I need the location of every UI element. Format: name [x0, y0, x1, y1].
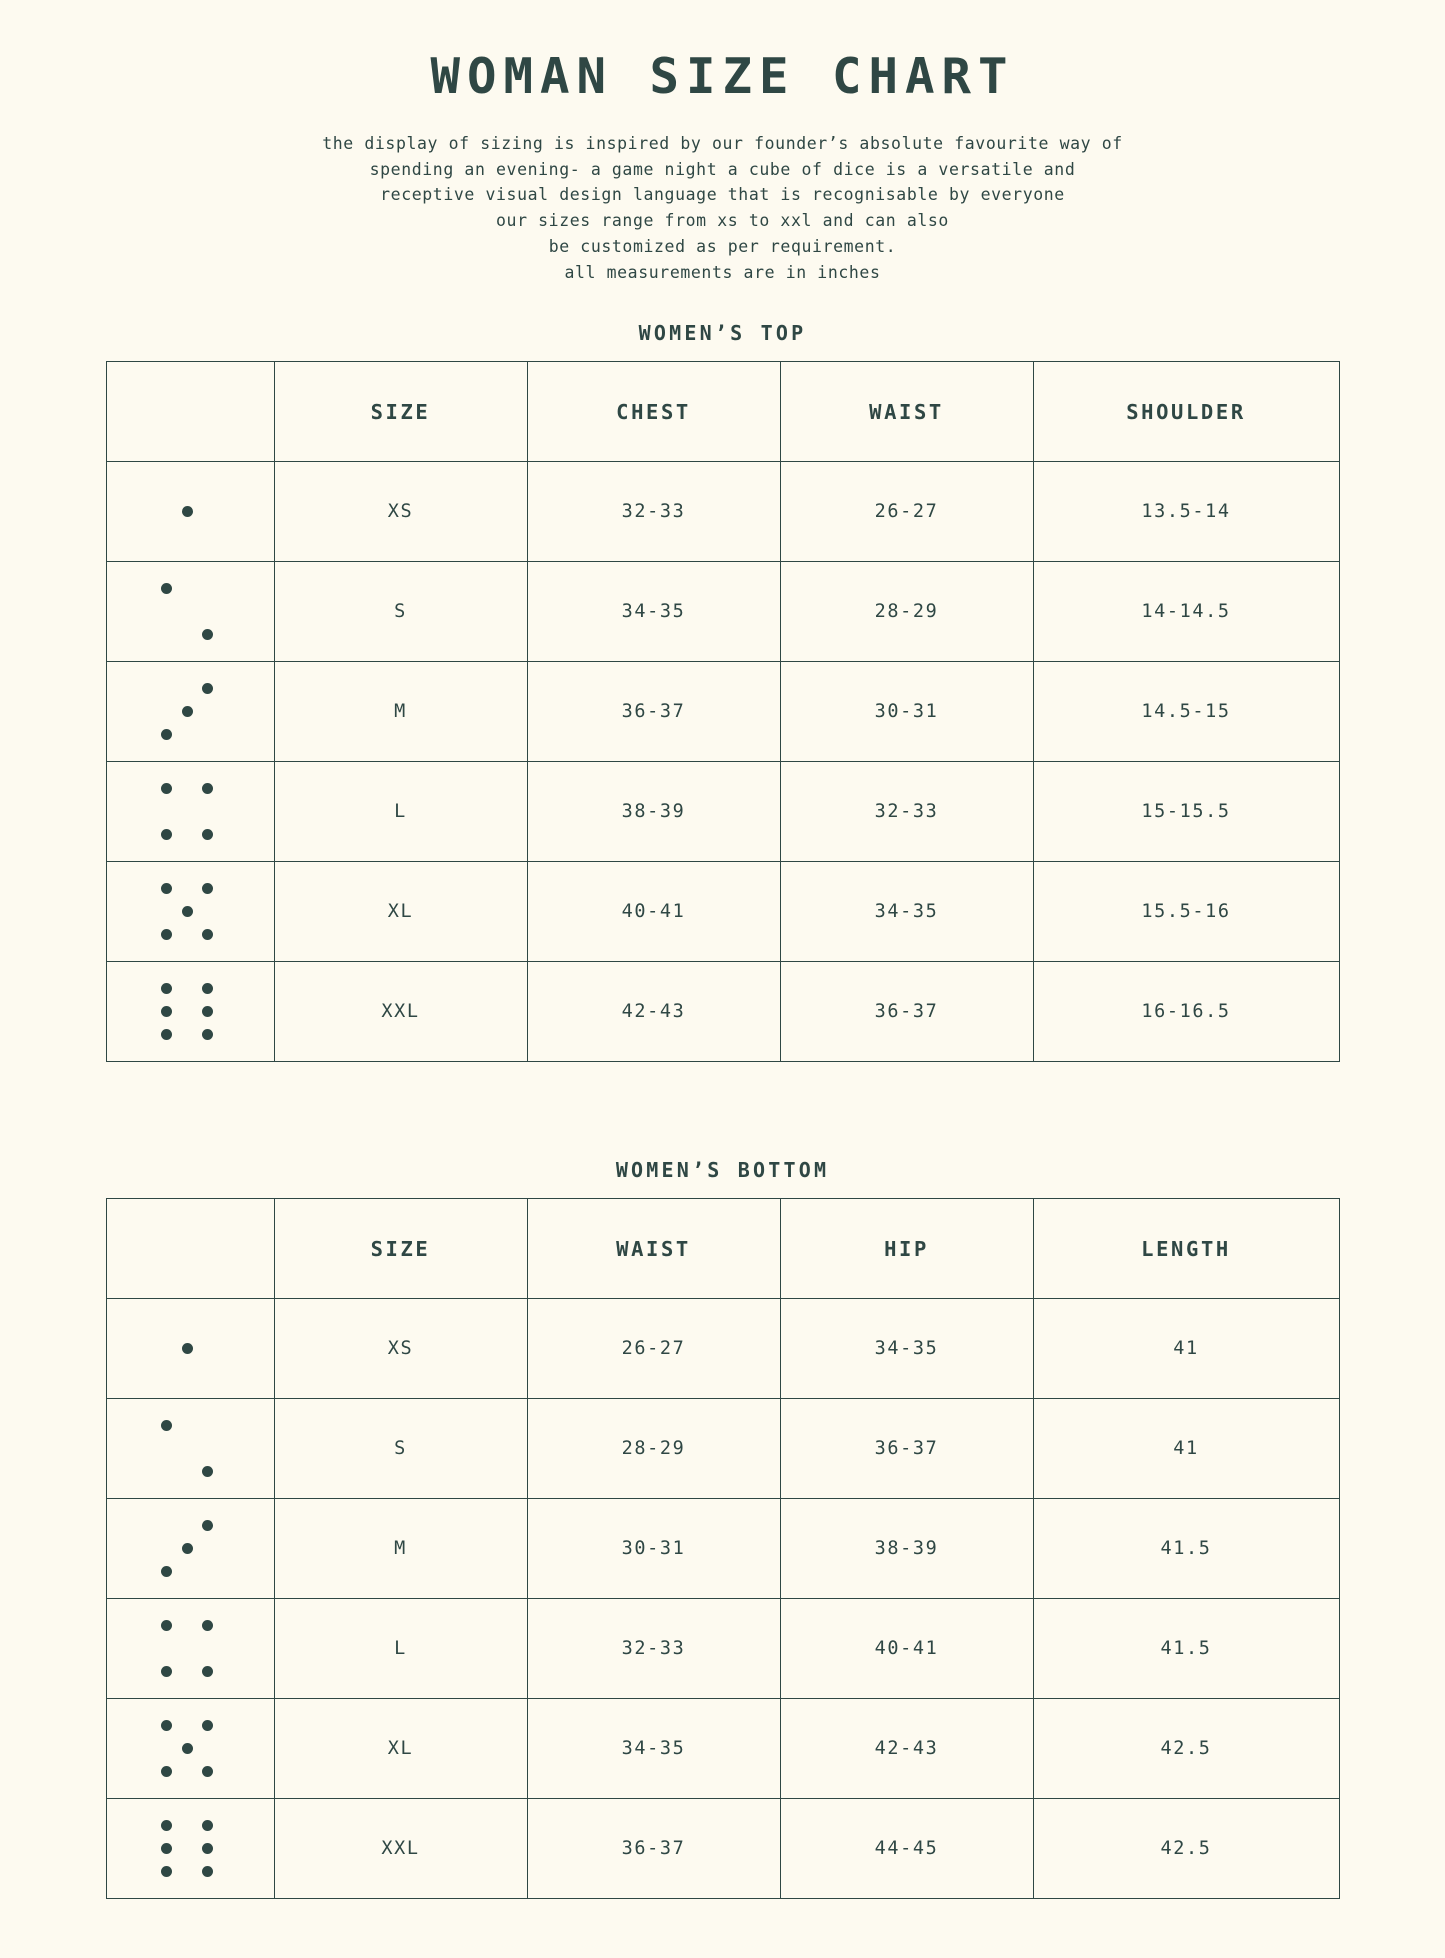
column-header-waist: WAIST — [527, 1199, 780, 1299]
dice-cell — [106, 1799, 274, 1899]
table-row — [106, 862, 1339, 962]
column-header-dice — [106, 362, 274, 462]
dice-cell — [106, 462, 274, 562]
cell-size: XL — [274, 1699, 527, 1799]
dice-cell — [106, 862, 274, 962]
cell-shoulder: 14-14.5 — [1033, 562, 1339, 662]
cell-size: XXL — [274, 1799, 527, 1899]
intro-line: be customized as per requirement. — [548, 236, 897, 256]
cell-chest: 36-37 — [527, 662, 780, 762]
womens-bottom-table — [106, 1198, 1340, 1899]
table-row — [106, 1799, 1339, 1899]
cell-hip: 36-37 — [780, 1399, 1033, 1499]
womens-top-table — [106, 361, 1340, 1062]
table-row — [106, 1299, 1339, 1399]
dice-2-icon — [155, 577, 225, 647]
cell-chest: 34-35 — [527, 562, 780, 662]
cell-size: L — [274, 1599, 527, 1699]
cell-shoulder: 13.5-14 — [1033, 462, 1339, 562]
table-row — [106, 562, 1339, 662]
cell-size: S — [274, 1399, 527, 1499]
cell-length: 42.5 — [1033, 1699, 1339, 1799]
cell-length: 41.5 — [1033, 1499, 1339, 1599]
dice-6-icon — [155, 977, 225, 1047]
section-title-top: WOMEN’S TOP — [638, 321, 807, 346]
intro-line: the display of sizing is inspired by our founder’s absolute favourite way of — [322, 134, 1123, 153]
section-title-bottom: WOMEN’S BOTTOM — [615, 1158, 830, 1183]
dice-cell — [106, 1499, 274, 1599]
cell-waist: 36-37 — [780, 962, 1033, 1062]
cell-waist: 34-35 — [780, 862, 1033, 962]
dice-1-icon — [155, 1314, 225, 1384]
cell-waist: 34-35 — [527, 1699, 780, 1799]
cell-size: XS — [274, 1299, 527, 1399]
cell-length: 42.5 — [1033, 1799, 1339, 1899]
cell-chest: 38-39 — [527, 762, 780, 862]
dice-5-icon — [155, 877, 225, 947]
cell-chest: 32-33 — [527, 462, 780, 562]
dice-cell — [106, 1399, 274, 1499]
cell-waist: 26-27 — [527, 1299, 780, 1399]
cell-waist: 28-29 — [527, 1399, 780, 1499]
cell-chest: 42-43 — [527, 962, 780, 1062]
dice-3-icon — [155, 1514, 225, 1584]
cell-shoulder: 14.5-15 — [1033, 662, 1339, 762]
cell-shoulder: 16-16.5 — [1033, 962, 1339, 1062]
table-row — [106, 762, 1339, 862]
cell-length: 41 — [1033, 1399, 1339, 1499]
table-row — [106, 462, 1339, 562]
cell-waist: 28-29 — [780, 562, 1033, 662]
cell-hip: 38-39 — [780, 1499, 1033, 1599]
cell-hip: 42-43 — [780, 1699, 1033, 1799]
column-header-dice — [106, 1199, 274, 1299]
column-header-waist: WAIST — [780, 362, 1033, 462]
intro-line: our sizes range from xs to xxl and can also — [496, 211, 949, 231]
table-row — [106, 662, 1339, 762]
cell-waist: 36-37 — [527, 1799, 780, 1899]
cell-size: XS — [274, 462, 527, 562]
cell-size: L — [274, 762, 527, 862]
dice-3-icon — [155, 677, 225, 747]
column-header-hip: HIP — [780, 1199, 1033, 1299]
dice-cell — [106, 762, 274, 862]
cell-hip: 44-45 — [780, 1799, 1033, 1899]
cell-waist: 32-33 — [527, 1599, 780, 1699]
table-row — [106, 1399, 1339, 1499]
cell-hip: 34-35 — [780, 1299, 1033, 1399]
dice-cell — [106, 1599, 274, 1699]
column-header-size: SIZE — [274, 1199, 527, 1299]
cell-size: XXL — [274, 962, 527, 1062]
cell-length: 41.5 — [1033, 1599, 1339, 1699]
column-header-size: SIZE — [274, 362, 527, 462]
cell-shoulder: 15-15.5 — [1033, 762, 1339, 862]
dice-4-icon — [155, 777, 225, 847]
dice-4-icon — [155, 1614, 225, 1684]
column-header-length: LENGTH — [1033, 1199, 1339, 1299]
cell-size: XL — [274, 862, 527, 962]
dice-cell — [106, 662, 274, 762]
dice-cell — [106, 562, 274, 662]
cell-length: 41 — [1033, 1299, 1339, 1399]
section-spacer — [105, 1062, 1340, 1158]
dice-6-icon — [155, 1814, 225, 1884]
table-header-row — [106, 1199, 1339, 1299]
cell-size: M — [274, 662, 527, 762]
cell-waist: 26-27 — [780, 462, 1033, 562]
dice-cell — [106, 1299, 274, 1399]
cell-waist: 30-31 — [527, 1499, 780, 1599]
cell-waist: 30-31 — [780, 662, 1033, 762]
dice-5-icon — [155, 1714, 225, 1784]
intro-line: all measurements are in inches — [564, 262, 881, 282]
page-title: WOMAN SIZE CHART — [430, 48, 1015, 105]
cell-hip: 40-41 — [780, 1599, 1033, 1699]
column-header-shoulder: SHOULDER — [1033, 362, 1339, 462]
cell-size: M — [274, 1499, 527, 1599]
dice-2-icon — [155, 1414, 225, 1484]
dice-1-icon — [155, 477, 225, 547]
intro-line: spending an evening- a game night a cube of dice is a versatile and — [369, 159, 1076, 179]
column-header-chest: CHEST — [527, 362, 780, 462]
table-row — [106, 1499, 1339, 1599]
table-row — [106, 962, 1339, 1062]
intro-line: receptive visual design language that is recognisable by everyone — [380, 185, 1065, 205]
cell-size: S — [274, 562, 527, 662]
dice-cell — [106, 1699, 274, 1799]
table-row — [106, 1699, 1339, 1799]
cell-chest: 40-41 — [527, 862, 780, 962]
table-row — [106, 1599, 1339, 1699]
table-header-row — [106, 362, 1339, 462]
cell-shoulder: 15.5-16 — [1033, 862, 1339, 962]
cell-waist: 32-33 — [780, 762, 1033, 862]
intro-paragraph — [218, 131, 1228, 285]
dice-cell — [106, 962, 274, 1062]
